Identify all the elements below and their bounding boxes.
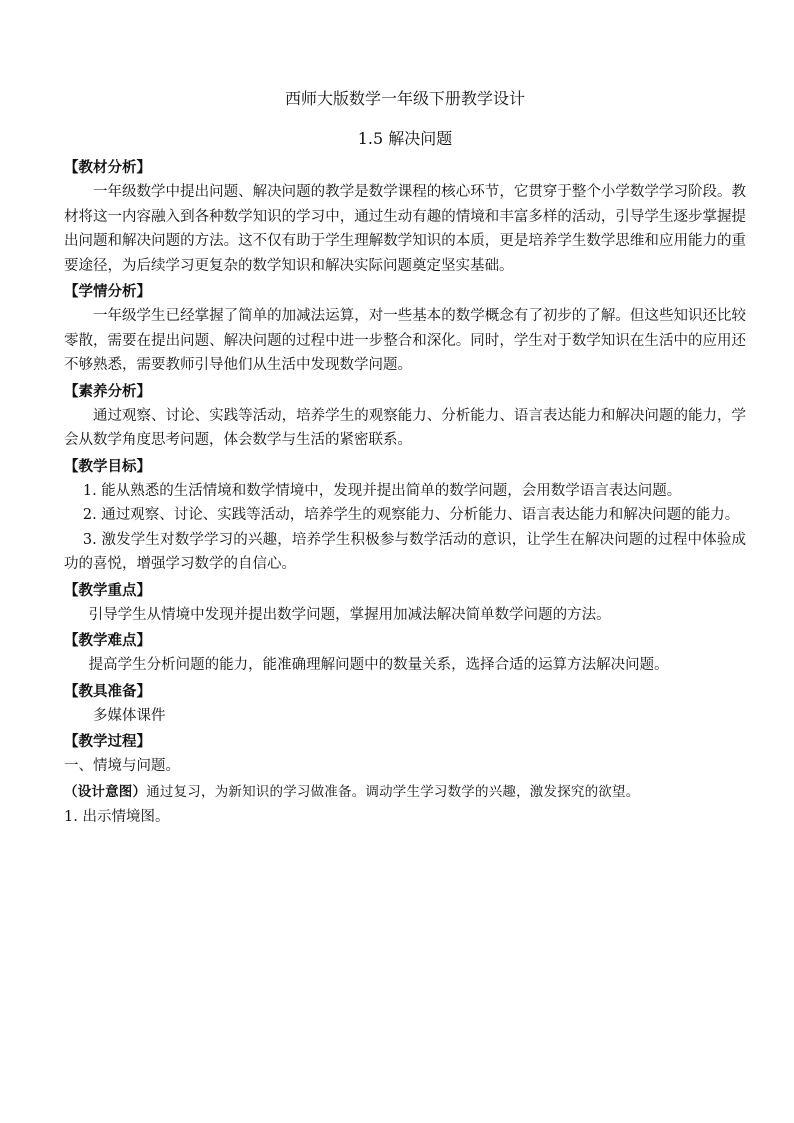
design-intent-text: 通过复习，为新知识的学习做准备。调动学生学习数学的兴趣，激发探究的欲望。 (146, 783, 640, 800)
section-materials (64, 680, 746, 729)
section-body: 通过观察、讨论、实践等活动，培养学生的观察能力、分析能力、语言表达能力和解决问题的能力，学会从数学角度思考问题，体会数学与生活的紧密联系。 (64, 407, 746, 448)
goal-item: 2. 通过观察、讨论、实践等活动，培养学生的观察能力、分析能力、语言表达能力和解决问题的能力。 (82, 507, 740, 523)
section-heading: 【教材分析】 (64, 159, 151, 176)
section-body: 多媒体课件 (93, 707, 166, 724)
goal-item: 1. 能从熟悉的生活情境和数学情境中，发现并提出简单的数学问题，会用数学语言表达问题。 (82, 482, 682, 499)
section-difficulties (64, 629, 746, 678)
section-heading: 【教学难点】 (64, 632, 151, 649)
section-heading: 【教学过程】 (64, 733, 151, 750)
process-item: 1. 出示情境图。 (64, 808, 170, 825)
section-heading: 【教具准备】 (64, 682, 151, 700)
section-learner-analysis (64, 280, 746, 378)
section-key-points (64, 579, 746, 628)
section-heading: 【教学重点】 (64, 581, 151, 599)
process-step-title: 一、情境与问题。 (64, 758, 180, 774)
section-body: 一年级学生已经掌握了简单的加减法运算，对一些基本的数学概念有了初步的了解。但这些知识还比较零散，需要在提出问题、解决问题的过程中进一步整合和深化。同时，学生对于数学知识在生活中的应用还不够熟悉，需要教师引导他们从生活中发现数学问题。 (64, 308, 746, 373)
section-heading: 【学情分析】 (64, 283, 151, 300)
section-body: 提高学生分析问题的能力，能准确理解问题中的数量关系，选择合适的运算方法解决问题。 (88, 657, 669, 673)
section-body: 一年级数学中提出问题、解决问题的教学是数学课程的核心环节，它贯穿于整个小学数学学习阶段。教材将这一内容融入到各种数学知识的学习中，通过生动有趣的情境和丰富多样的活动，引导学生逐步掌握提出问题和解决问题的方法。这不仅有助于学生理解数学知识的本质，更是培养学生数学思维和应用能力的重要途径，为后续学习更复杂的数学知识和解决实际问题奠定坚实基础。 (64, 184, 746, 274)
section-body: 引导学生从情境中发现并提出数学问题，掌握用加减法解决简单数学问题的方法。 (88, 606, 611, 623)
design-intent (64, 779, 746, 805)
section-textbook-analysis (64, 156, 746, 278)
document-subtitle: 1.5 解决问题 (357, 129, 453, 148)
document-title: 西师大版数学一年级下册教学设计 (284, 89, 525, 108)
goal-item: 3. 激发学生对数学学习的兴趣，培养学生积极参与数学活动的意识，让学生在解决问题的过程中体验成功的喜悦，增强学习数学的自信心。 (64, 531, 746, 572)
section-teaching-goals (64, 455, 746, 577)
design-intent-label: （设计意图） (64, 783, 147, 800)
section-heading: 【素养分析】 (64, 382, 151, 400)
section-heading: 【教学目标】 (64, 457, 151, 475)
section-teaching-process (64, 730, 746, 829)
section-literacy-analysis (64, 380, 746, 453)
